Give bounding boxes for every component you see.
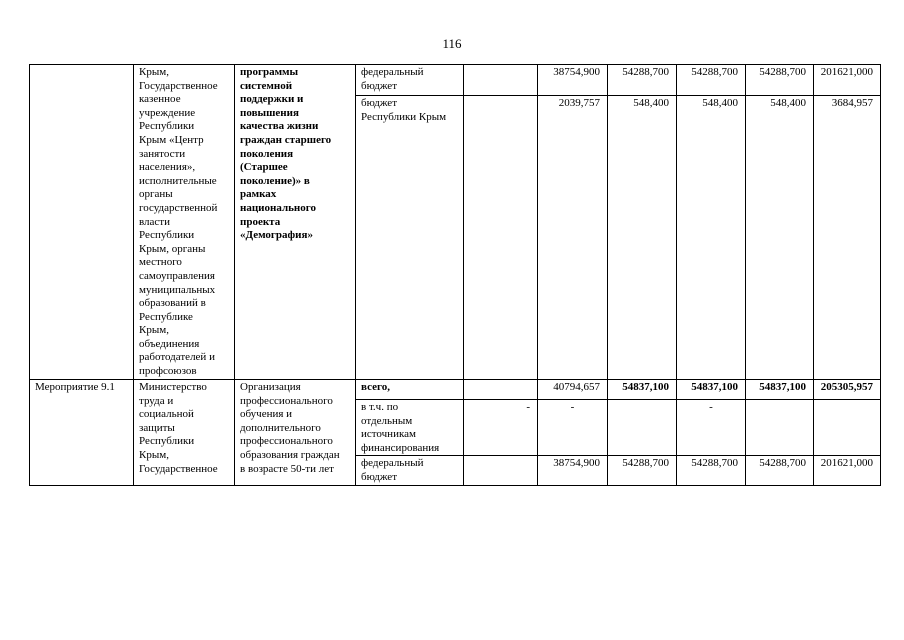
page-number: 116	[442, 36, 462, 51]
budget-table	[29, 64, 881, 486]
funding-source-cell: в т.ч. по отдельным источникам финансирования	[356, 400, 464, 456]
event-cell: Мероприятие 9.1	[30, 380, 134, 486]
table-row	[30, 65, 881, 96]
value-cell: 3684,957	[814, 96, 881, 380]
value-cell: 54288,700	[746, 456, 814, 485]
value-cell: 548,400	[677, 96, 746, 380]
value-cell: 548,400	[746, 96, 814, 380]
value-cell: 54288,700	[608, 65, 677, 96]
table-row	[30, 380, 881, 400]
value-cell: 38754,900	[538, 65, 608, 96]
value-cell: 201621,000	[814, 65, 881, 96]
funding-source-cell: всего,	[356, 380, 464, 400]
value-cell: 201621,000	[814, 456, 881, 485]
program-name-cell: Организация профессионального обучения и дополнительного профессионального образования граждан в возрасте 50-ти лет	[235, 380, 356, 486]
funding-source-cell: федеральный бюджет	[356, 456, 464, 485]
event-cell	[30, 65, 134, 380]
value-cell: 205305,957	[814, 380, 881, 400]
value-cell: 38754,900	[538, 456, 608, 485]
value-cell	[746, 400, 814, 456]
value-cell: 54288,700	[677, 65, 746, 96]
program-name-cell: программы системной поддержки и повышения качества жизни граждан старшего поколения (Старшее поколение)» в рамках национального проекта «Демография»	[235, 65, 356, 380]
value-cell: 54837,100	[677, 380, 746, 400]
value-cell: -	[677, 400, 746, 456]
executor-cell: Министерство труда и социальной защиты Республики Крым, Государственное	[134, 380, 235, 486]
executor-cell: Крым, Государственное казенное учреждение Республики Крым «Центр занятости населения», исполнительные органы государственной власти Республики Крым, органы местного самоуправления муниципальных образований в Республике Крым, объединения работодателей и профсоюзов	[134, 65, 235, 380]
value-cell	[608, 400, 677, 456]
value-cell: 54837,100	[746, 380, 814, 400]
value-cell: 54288,700	[677, 456, 746, 485]
value-cell: -	[538, 400, 608, 456]
value-cell: 548,400	[608, 96, 677, 380]
code-cell	[464, 65, 538, 96]
funding-source-cell: бюджет Республики Крым	[356, 96, 464, 380]
value-cell: 40794,657	[538, 380, 608, 400]
code-cell: -	[464, 400, 538, 456]
value-cell: 54288,700	[746, 65, 814, 96]
value-cell: 54288,700	[608, 456, 677, 485]
value-cell: 2039,757	[538, 96, 608, 380]
value-cell	[814, 400, 881, 456]
funding-source-cell: федеральный бюджет	[356, 65, 464, 96]
code-cell	[464, 456, 538, 485]
value-cell: 54837,100	[608, 380, 677, 400]
code-cell	[464, 96, 538, 380]
code-cell	[464, 380, 538, 400]
